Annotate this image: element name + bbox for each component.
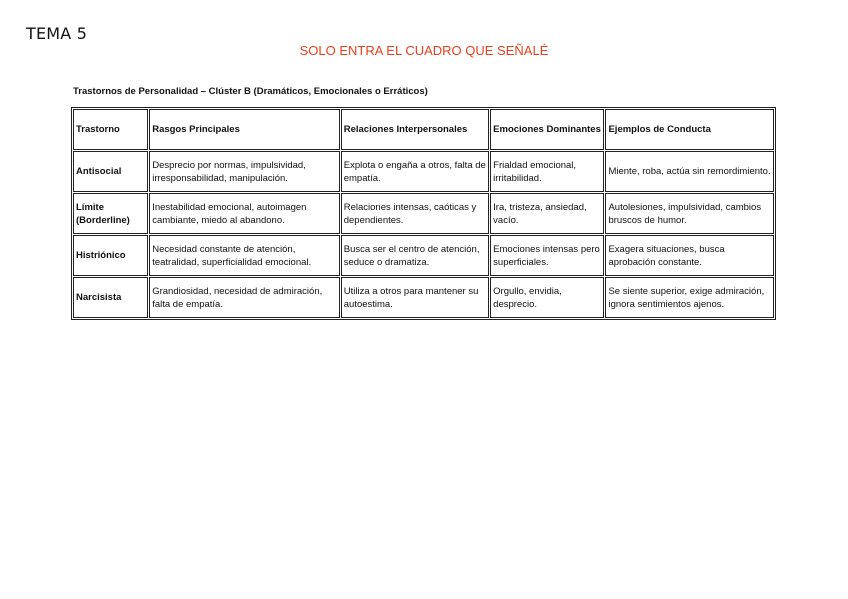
table-row <box>73 235 774 276</box>
table-cell: Explota o engaña a otros, falta de empatía. <box>341 151 489 192</box>
table-cell: Se siente superior, exige admiración, ignora sentimientos ajenos. <box>605 277 774 318</box>
table-row <box>73 277 774 318</box>
table-cell: Utiliza a otros para mantener su autoestima. <box>341 277 489 318</box>
table-row <box>73 193 774 234</box>
table-row <box>73 151 774 192</box>
table-cell: Exagera situaciones, busca aprobación constante. <box>605 235 774 276</box>
disorder-name: Límite (Borderline) <box>73 193 148 234</box>
table-cell: Necesidad constante de atención, teatralidad, superficialidad emocional. <box>149 235 340 276</box>
personality-disorders-table <box>71 107 776 320</box>
table-title: Trastornos de Personalidad – Clúster B (Dramáticos, Emocionales o Erráticos) <box>73 86 428 97</box>
table-cell: Frialdad emocional, irritabilidad. <box>490 151 604 192</box>
document-header: TEMA 5 <box>26 24 88 43</box>
table-cell: Grandiosidad, necesidad de admiración, falta de empatía. <box>149 277 340 318</box>
instruction-note: SOLO ENTRA EL CUADRO QUE SEÑALÉ <box>299 43 549 58</box>
column-header: Trastorno <box>73 109 148 150</box>
table-cell: Miente, roba, actúa sin remordimiento. <box>605 151 774 192</box>
column-header: Rasgos Principales <box>149 109 340 150</box>
column-header: Emociones Dominantes <box>490 109 604 150</box>
table-cell: Relaciones intensas, caóticas y dependientes. <box>341 193 489 234</box>
disorder-name: Histriónico <box>73 235 148 276</box>
table-cell: Busca ser el centro de atención, seduce o dramatiza. <box>341 235 489 276</box>
table-cell: Orgullo, envidia, desprecio. <box>490 277 604 318</box>
table-cell: Emociones intensas pero superficiales. <box>490 235 604 276</box>
disorder-name: Antisocial <box>73 151 148 192</box>
table-cell: Inestabilidad emocional, autoimagen cambiante, miedo al abandono. <box>149 193 340 234</box>
disorder-name: Narcisista <box>73 277 148 318</box>
table-cell: Autolesiones, impulsividad, cambios bruscos de humor. <box>605 193 774 234</box>
table-cell: Ira, tristeza, ansiedad, vacío. <box>490 193 604 234</box>
column-header: Relaciones Interpersonales <box>341 109 489 150</box>
column-header: Ejemplos de Conducta <box>605 109 774 150</box>
table-cell: Desprecio por normas, impulsividad, irresponsabilidad, manipulación. <box>149 151 340 192</box>
table-header-row <box>73 109 774 150</box>
